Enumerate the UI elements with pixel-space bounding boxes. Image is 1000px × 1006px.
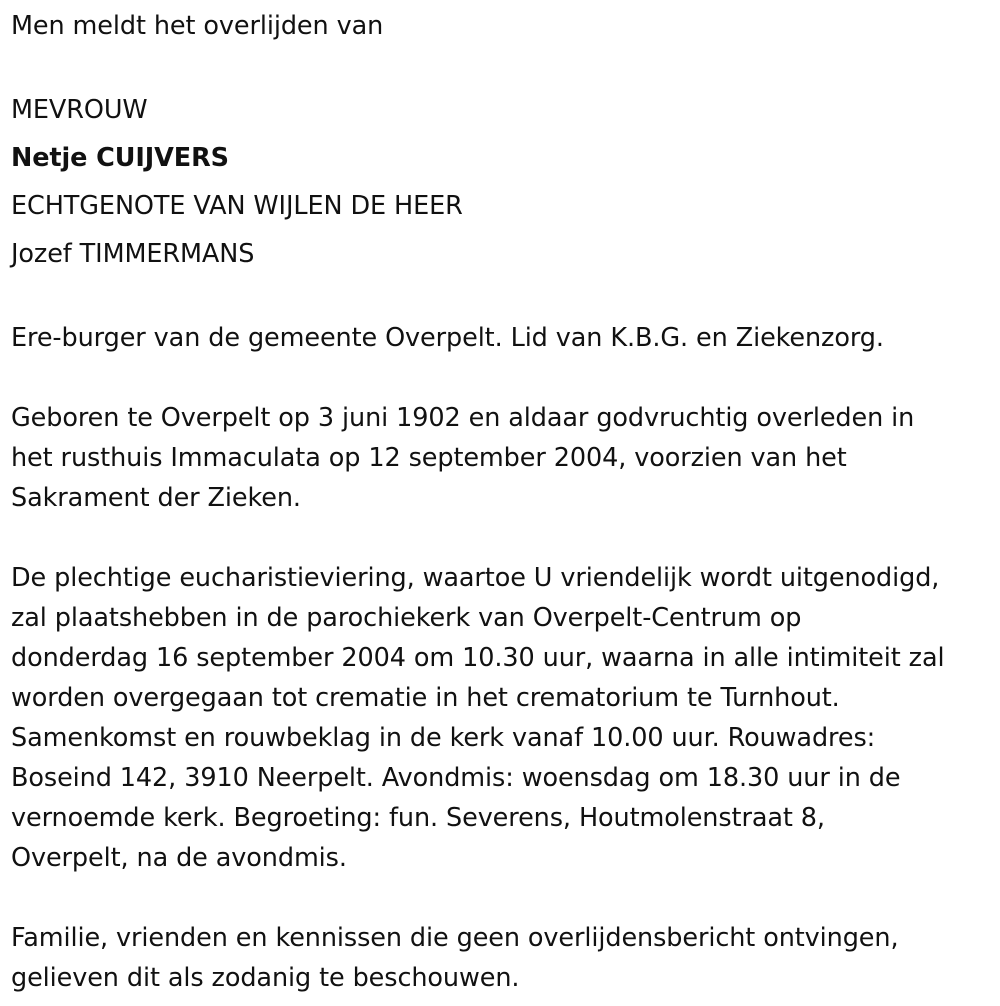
intro-text: Men meldt het overlijden van <box>11 11 384 41</box>
paragraph-line: zal plaatshebben in de parochiekerk van Overpelt-Centrum op <box>11 603 802 633</box>
deceased-header <box>11 86 996 278</box>
paragraph-line: het rusthuis Immaculata op 12 september 2004, voorzien van het <box>11 443 847 473</box>
spouse-name: Jozef TIMMERMANS <box>11 239 255 269</box>
paragraph-line: Samenkomst en rouwbeklag in de kerk vanaf 10.00 uur. Rouwadres: <box>11 723 876 753</box>
paragraph-line: worden overgegaan tot crematie in het crematorium te Turnhout. <box>11 683 840 713</box>
paragraph-line: Familie, vrienden en kennissen die geen overlijdensbericht ontvingen, <box>11 923 899 953</box>
honors-line: Ere-burger van de gemeente Overpelt. Lid van K.B.G. en Ziekenzorg. <box>11 323 884 353</box>
honorific-title: MEVROUW <box>11 95 148 125</box>
honors-paragraph <box>11 318 996 358</box>
paragraph-line: Sakrament der Zieken. <box>11 483 301 513</box>
closing-paragraph <box>11 918 996 998</box>
paragraph-line: gelieven dit als zodanig te beschouwen. <box>11 963 520 993</box>
deceased-name: Netje CUIJVERS <box>11 143 229 173</box>
birth-death-paragraph <box>11 398 996 518</box>
ceremony-paragraph <box>11 558 996 878</box>
obituary-document <box>11 0 996 998</box>
paragraph-line: Overpelt, na de avondmis. <box>11 843 347 873</box>
paragraph-line: donderdag 16 september 2004 om 10.30 uur, waarna in alle intimiteit zal <box>11 643 945 673</box>
paragraph-line: vernoemde kerk. Begroeting: fun. Severens, Houtmolenstraat 8, <box>11 803 825 833</box>
relation-text: ECHTGENOTE VAN WIJLEN DE HEER <box>11 191 463 221</box>
paragraph-line: Geboren te Overpelt op 3 juni 1902 en aldaar godvruchtig overleden in <box>11 403 915 433</box>
paragraph-line: De plechtige eucharistieviering, waartoe U vriendelijk wordt uitgenodigd, <box>11 563 940 593</box>
paragraph-line: Boseind 142, 3910 Neerpelt. Avondmis: woensdag om 18.30 uur in de <box>11 763 901 793</box>
